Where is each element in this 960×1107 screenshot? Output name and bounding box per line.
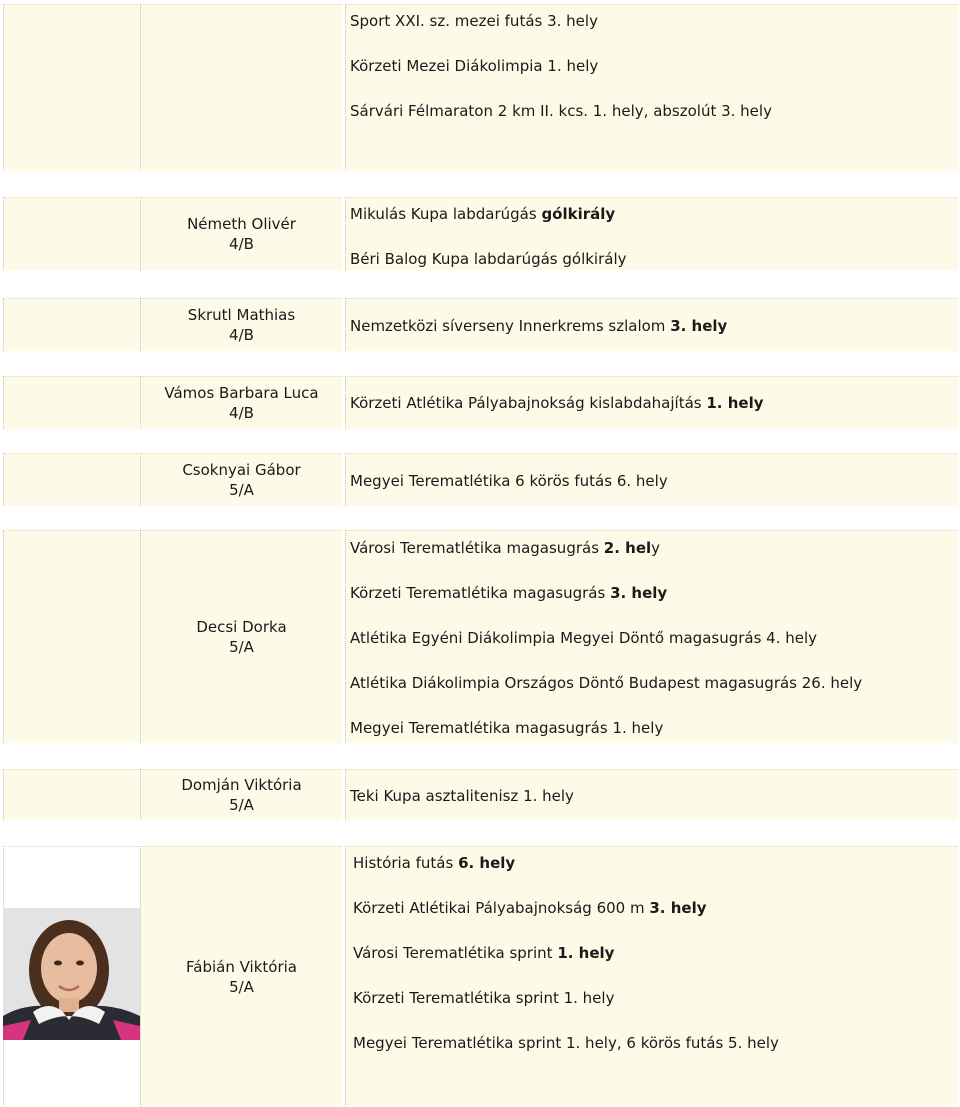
student-row	[0, 298, 960, 352]
portrait-image	[3, 908, 140, 1040]
achievement-item: Béri Balog Kupa labdarúgás gólkirály	[350, 250, 627, 268]
student-class: 4/B	[229, 404, 254, 422]
achievement-item: Körzeti Terematlétika magasugrás 3. hely	[350, 584, 668, 602]
achievement-item: Megyei Terematlétika magasugrás 1. hely	[350, 719, 664, 737]
photo-cell	[3, 197, 139, 271]
student-name: Fábián Viktória	[186, 957, 297, 976]
achievement-item: Sárvári Félmaraton 2 km II. kcs. 1. hely, abszolút 3. hely	[350, 102, 772, 120]
name-cell	[140, 530, 342, 744]
achievement-item: Megyei Terematlétika sprint 1. hely, 6 körös futás 5. hely	[353, 1034, 779, 1052]
achievement-item: Városi Terematlétika magasugrás 2. hely	[350, 539, 661, 557]
student-class: 4/B	[229, 326, 254, 344]
student-class: 5/A	[229, 481, 254, 499]
achievements-cell	[345, 769, 958, 821]
student-row	[0, 453, 960, 507]
name-cell	[140, 298, 342, 352]
name-cell	[140, 769, 342, 821]
student-photo	[3, 908, 140, 1040]
achievement-item: Teki Kupa asztalitenisz 1. hely	[350, 787, 574, 805]
name-cell	[140, 376, 342, 430]
photo-cell	[3, 298, 139, 352]
student-name: Skrutl Mathias	[187, 306, 296, 324]
achievement-item: Megyei Terematlétika 6 körös futás 6. hely	[350, 472, 668, 490]
name-cell	[140, 197, 342, 271]
photo-cell	[3, 769, 139, 821]
achievement-item: História futás 6. hely	[353, 854, 516, 872]
student-row	[0, 376, 960, 430]
achievements-cell	[345, 197, 958, 271]
achievements-cell	[345, 530, 958, 744]
achievements-cell	[345, 4, 958, 172]
photo-cell	[3, 4, 139, 172]
student-row	[0, 530, 960, 744]
student-row	[0, 769, 960, 821]
name-cell	[140, 846, 342, 1107]
achievements-cell	[345, 846, 958, 1107]
achievement-item: Körzeti Atlétikai Pályabajnokság 600 m 3. hely	[353, 899, 707, 917]
achievement-item: Atlétika Diákolimpia Országos Döntő Budapest magasugrás 26. hely	[350, 674, 863, 692]
student-name: Decsi Dorka	[196, 618, 287, 636]
achievement-item: Városi Terematlétika sprint 1. hely	[353, 944, 615, 962]
achievements-cell	[345, 376, 958, 430]
student-row	[0, 846, 960, 1107]
student-row	[0, 4, 960, 172]
student-class: 5/A	[229, 638, 254, 656]
photo-cell	[3, 530, 139, 744]
achievement-item: Körzeti Terematlétika sprint 1. hely	[353, 989, 615, 1007]
student-class: 4/B	[229, 235, 254, 253]
achievement-item: Sport XXI. sz. mezei futás 3. hely	[350, 12, 598, 30]
student-class: 5/A	[229, 977, 254, 996]
photo-cell	[3, 376, 139, 430]
achievement-item: Mikulás Kupa labdarúgás gólkirály	[350, 205, 616, 223]
name-cell	[140, 453, 342, 507]
student-name: Németh Olivér	[187, 215, 296, 233]
achievements-cell	[345, 298, 958, 352]
student-row	[0, 197, 960, 271]
name-cell	[140, 4, 342, 172]
student-class: 5/A	[229, 796, 254, 814]
achievement-item: Körzeti Atlétika Pályabajnokság kislabdahajítás 1. hely	[350, 394, 764, 412]
achievement-item: Nemzetközi síverseny Innerkrems szlalom 3. hely	[350, 317, 728, 335]
student-name: Csoknyai Gábor	[182, 461, 301, 479]
photo-cell	[3, 453, 139, 507]
student-name: Vámos Barbara Luca	[164, 384, 319, 402]
achievement-item: Atlétika Egyéni Diákolimpia Megyei Döntő magasugrás 4. hely	[350, 629, 818, 647]
achievement-item: Körzeti Mezei Diákolimpia 1. hely	[350, 57, 599, 75]
achievements-cell	[345, 453, 958, 507]
student-name: Domján Viktória	[181, 776, 302, 794]
